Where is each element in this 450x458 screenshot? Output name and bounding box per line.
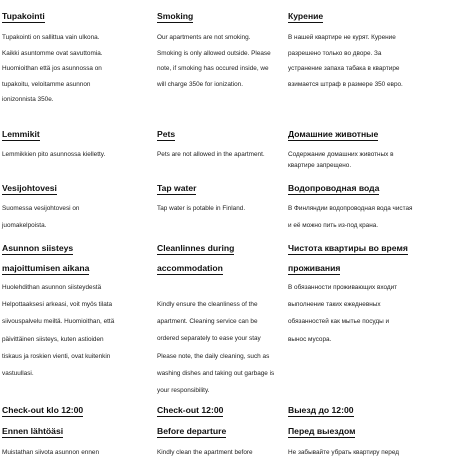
heading-russian: Курение: [288, 11, 324, 21]
column-english: [157, 421, 285, 458]
text-russian: [288, 447, 448, 458]
text-line: обязанностей как мытье посуды и: [288, 318, 390, 326]
text-line: и её можно пить из-под крана.: [288, 222, 379, 229]
text-line: päivittäinen siisteys, kuten astioiden: [2, 335, 104, 343]
column-russian: [288, 178, 448, 234]
text-line: will charge 350e for ionization.: [157, 80, 243, 88]
text-line: apartment. Cleaning service can be: [157, 318, 258, 326]
column-russian: [288, 238, 448, 348]
column-finnish: [2, 400, 152, 418]
text-line: выполнение таких ежедневных: [288, 301, 381, 309]
text-line: Huomioithan että jos asunnossa on: [2, 65, 102, 73]
text-line: ionizonnista 350e.: [2, 96, 54, 104]
text-line: Suomessa vesijohtovesi on: [2, 205, 80, 212]
text-line: Tap water is potable in Finland.: [157, 205, 246, 212]
heading-english: accommodation: [157, 263, 223, 273]
heading-english: Before departure: [157, 426, 227, 436]
text-russian: [288, 30, 448, 92]
text-english: [157, 149, 285, 160]
text-line: tiskaus ja roskien vienti, ovat kuitenkin: [2, 352, 111, 360]
heading-russian: Перед выездом: [288, 426, 356, 436]
column-finnish: [2, 238, 152, 382]
text-line: Huolehdithan asunnon siisteydestä: [2, 284, 102, 291]
text-line: tupakoitu, veloitamme asunnon: [2, 80, 91, 88]
heading-finnish: Ennen lähtöäsi: [2, 426, 64, 436]
heading-english: Smoking: [157, 11, 194, 21]
column-russian: [288, 400, 448, 418]
heading-english: Cleanlinnes during: [157, 243, 235, 253]
column-finnish: [2, 124, 152, 160]
heading-russian: Чистота квартиры во время: [288, 243, 408, 253]
text-english: [157, 447, 285, 458]
text-line: siivouspalvelu meiltä. Huomioithan, että: [2, 318, 115, 326]
text-line: Pets are not allowed in the apartment.: [157, 151, 265, 158]
text-english: [157, 30, 285, 92]
heading-finnish: Vesijohtovesi: [2, 183, 57, 193]
text-line: Kindly clean the apartment before: [157, 449, 253, 456]
text-line: washing dishes and taking out garbage is: [157, 369, 275, 377]
text-line: квартире запрещено.: [288, 162, 352, 169]
column-english: [157, 6, 285, 92]
text-line: В Финляндии водопроводная вода чистая: [288, 205, 413, 212]
heading-finnish: Tupakointi: [2, 11, 45, 21]
text-english: [157, 200, 285, 217]
text-english: [157, 296, 285, 399]
heading-english: Tap water: [157, 183, 197, 193]
text-line: разрешено только во дворе. За: [288, 49, 382, 57]
text-russian: [288, 149, 448, 171]
heading-russian: Водопроводная вода: [288, 183, 380, 193]
text-line: вынос мусора.: [288, 335, 332, 343]
column-english: [157, 178, 285, 217]
column-english: [157, 238, 285, 399]
text-line: Smoking is only allowed outside. Please: [157, 49, 271, 57]
text-line: устранение запаха табака в квартире: [288, 65, 400, 73]
text-line: В нашей квартире не курят. Курение: [288, 34, 396, 41]
text-line: В обязанности проживающих входит: [288, 284, 398, 291]
text-russian: [288, 200, 448, 234]
text-line: note, if smoking has occured inside, we: [157, 65, 269, 73]
text-finnish: [2, 279, 152, 382]
heading-finnish: Asunnon siisteys: [2, 243, 74, 253]
column-finnish: [2, 421, 152, 458]
text-russian: [288, 279, 448, 348]
text-line: Kaikki asuntomme ovat savuttomia.: [2, 49, 103, 57]
text-line: juomakelpoista.: [2, 222, 47, 229]
text-line: Lemmikkien pito asunnossa kielletty.: [2, 151, 106, 158]
column-russian: [288, 124, 448, 171]
column-russian: [288, 6, 448, 92]
heading-russian: проживания: [288, 263, 341, 273]
text-line: взимается штраф в размере 350 евро.: [288, 80, 403, 88]
heading-english: Pets: [157, 129, 176, 139]
text-line: vastuullasi.: [2, 370, 34, 378]
text-line: ordered separately to ease your stay: [157, 335, 261, 343]
column-finnish: [2, 178, 152, 234]
text-line: Muistathan siivota asunnon ennen: [2, 449, 99, 456]
column-english: [157, 124, 285, 160]
text-line: Не забывайте убрать квартиру перед: [288, 449, 399, 456]
heading-finnish: majoittumisen aikana: [2, 263, 90, 273]
text-line: Kindly ensure the cleanliness of the: [157, 301, 258, 308]
heading-finnish: Check-out klo 12:00: [2, 405, 84, 415]
column-english: [157, 400, 285, 418]
heading-finnish: Lemmikit: [2, 129, 40, 139]
text-finnish: [2, 200, 152, 234]
text-finnish: [2, 447, 152, 458]
heading-english: Check-out 12:00: [157, 405, 224, 415]
text-line: Please note, the daily cleaning, such as: [157, 352, 270, 360]
column-russian: [288, 421, 448, 458]
text-line: Tupakointi on sallittua vain ulkona.: [2, 34, 100, 41]
text-finnish: [2, 149, 152, 160]
heading-russian: Домашние животные: [288, 129, 379, 139]
text-line: Helpottaaksesi arkeasi, voit myös tilata: [2, 301, 113, 309]
text-line: Содержание домашних животных в: [288, 151, 394, 158]
heading-russian: Выезд до 12:00: [288, 405, 354, 415]
text-line: your responsibility.: [157, 387, 210, 395]
text-line: Our apartments are not smoking.: [157, 34, 251, 41]
column-finnish: [2, 6, 152, 108]
text-finnish: [2, 30, 152, 108]
